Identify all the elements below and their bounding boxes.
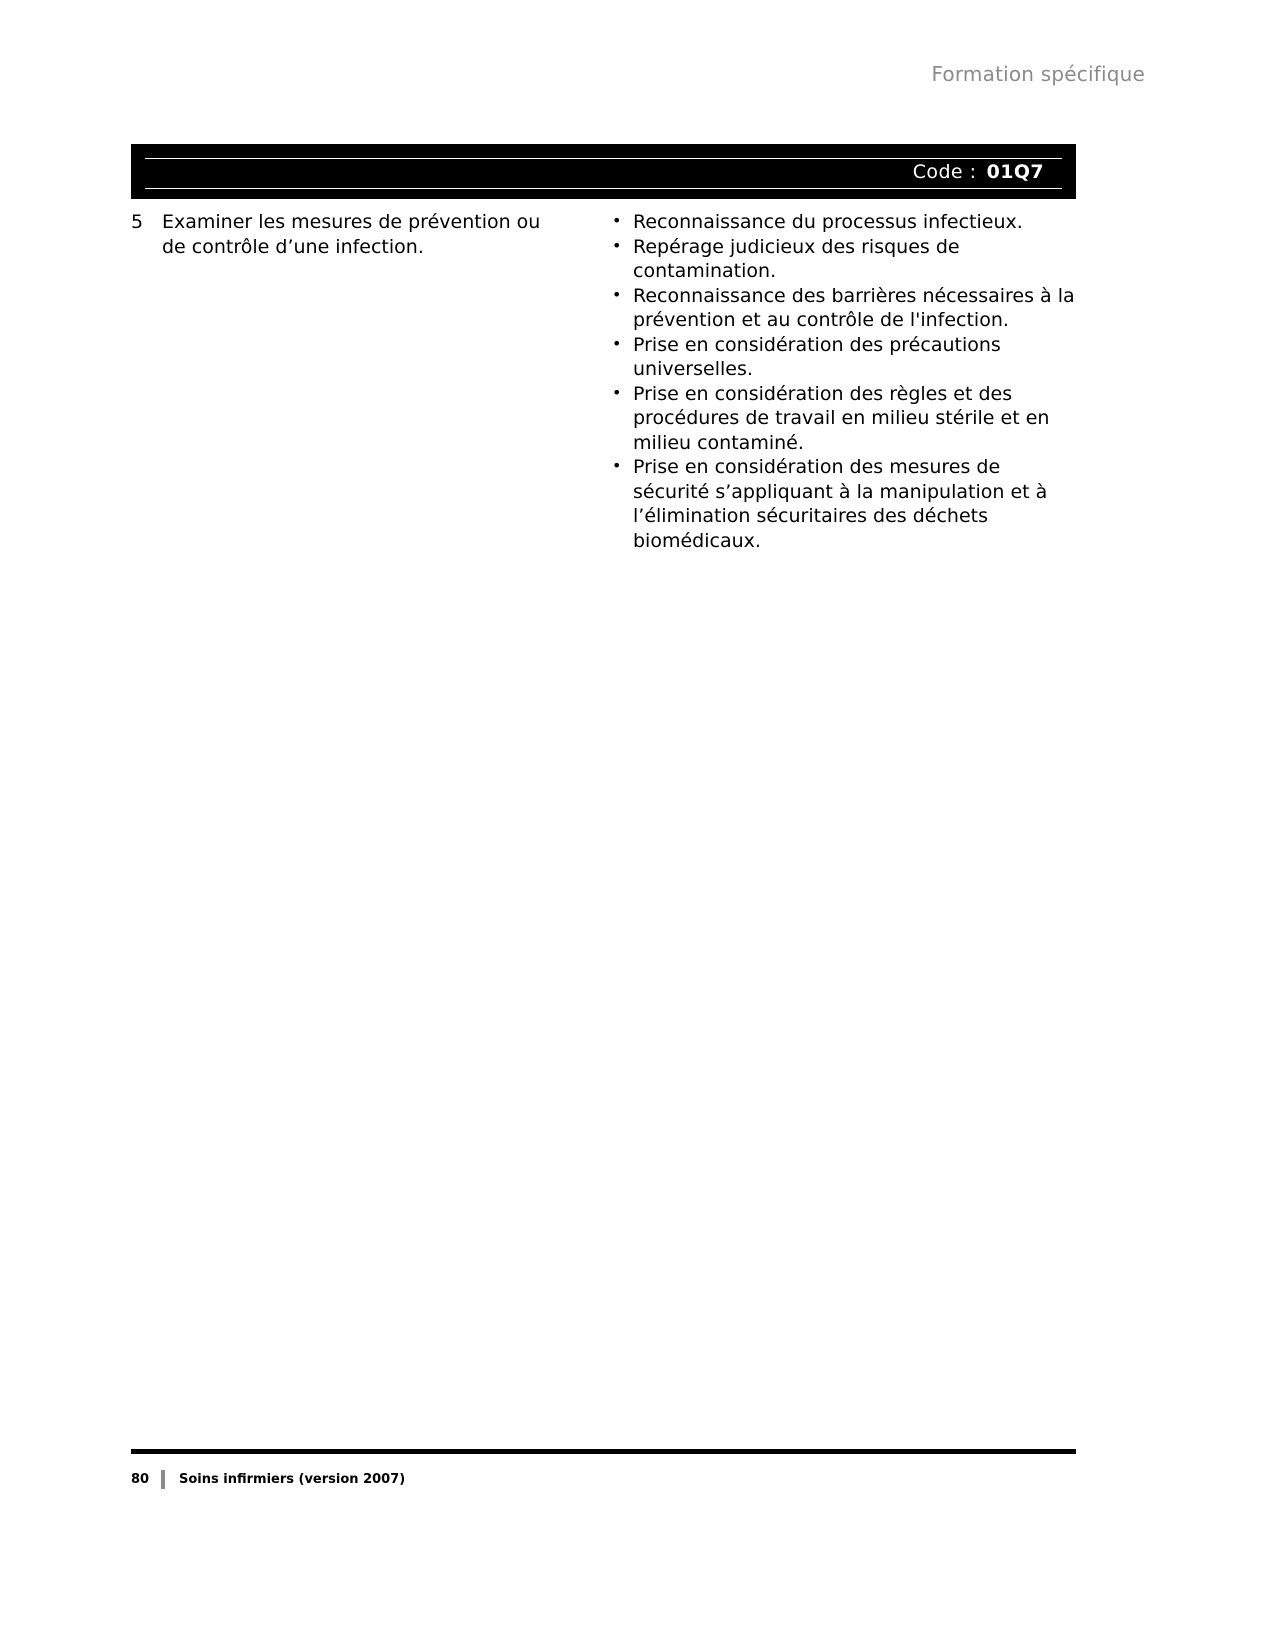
code-bar-bottom-rule — [145, 188, 1062, 189]
page-footer — [131, 1464, 1076, 1494]
competency-table — [131, 210, 1076, 553]
code-colon: : — [969, 161, 976, 183]
page-header: Formation spécifique — [931, 62, 1145, 86]
footer-separator — [161, 1470, 165, 1489]
list-item: • Prise en considération des mesures de sécurité s’appliquant à la manipulation et à l’élimination sécuritaires des déchets biomédicaux. — [606, 455, 1076, 553]
code-bar — [131, 144, 1076, 199]
list-item: • Reconnaissance du processus infectieux. — [606, 210, 1076, 235]
list-item: • Repérage judicieux des risques de contamination. — [606, 235, 1076, 284]
performance-criteria-cell — [601, 210, 1076, 553]
footer-page-number: 80 — [131, 1471, 150, 1487]
footer-divider — [131, 1449, 1076, 1454]
competency-element-cell — [131, 210, 601, 260]
performance-criteria-list — [606, 210, 1076, 553]
code-value: 01Q7 — [986, 161, 1044, 183]
footer-document-title: Soins infirmiers (version 2007) — [179, 1471, 406, 1487]
list-item: • Prise en considération des précautions universelles. — [606, 333, 1076, 382]
list-item: • Reconnaissance des barrières nécessaires à la prévention et au contrôle de l'infection. — [606, 284, 1076, 333]
code-label: Code — [912, 161, 963, 183]
competency-number: 5 — [131, 211, 144, 233]
competency-row — [131, 210, 1076, 553]
list-item: • Prise en considération des règles et des procédures de travail en milieu stérile et en milieu contaminé. — [606, 382, 1076, 456]
code-bar-top-rule — [145, 158, 1062, 159]
competency-text: Examiner les mesures de prévention ou de contrôle d’une infection. — [162, 211, 541, 258]
